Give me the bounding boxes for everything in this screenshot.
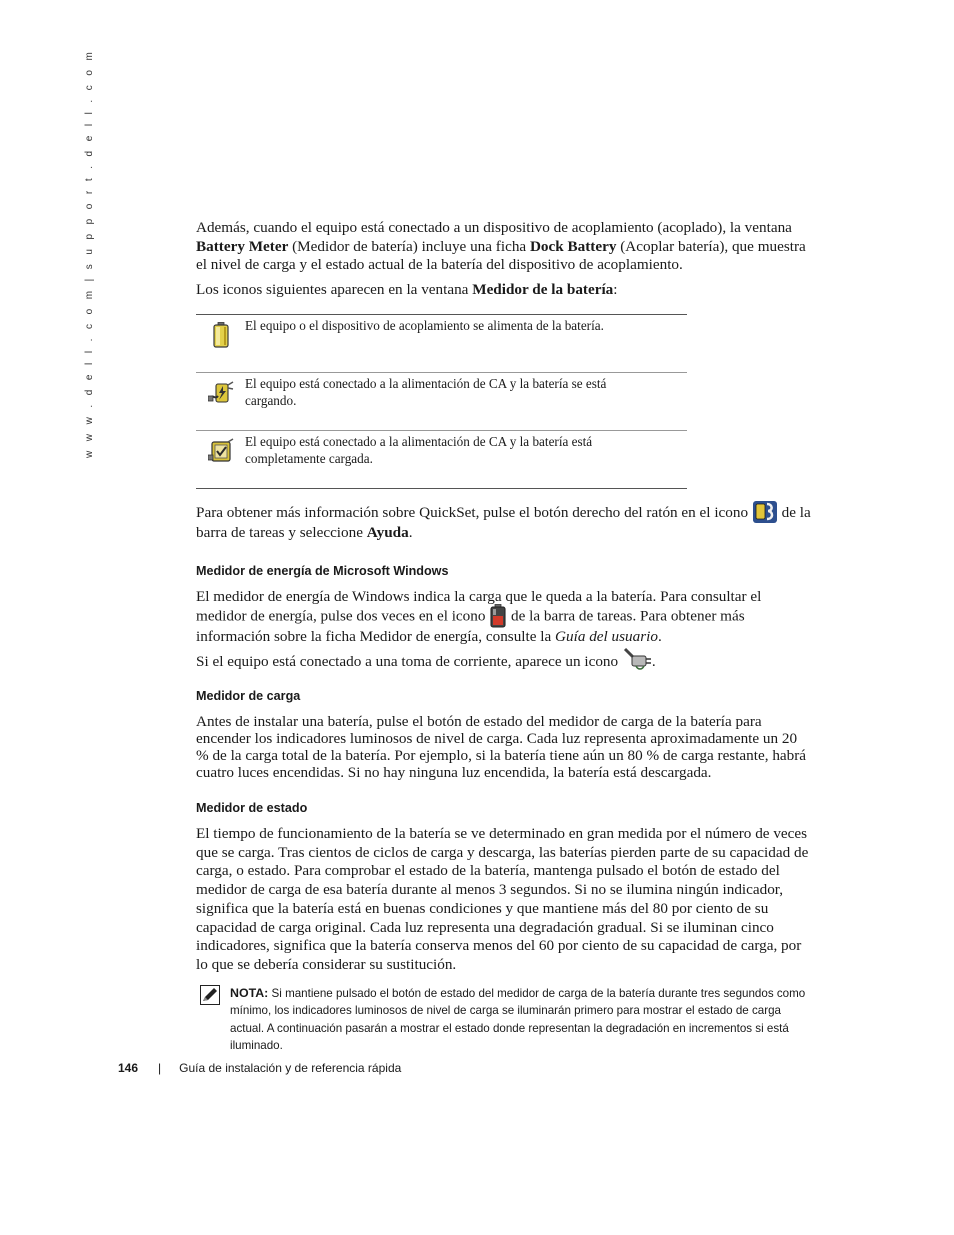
- quickset-icon: [752, 500, 778, 524]
- section3-paragraph: El tiempo de funcionamiento de la batería se ve determinado en gran medida por el número de veces que se carga. Tras cientos de ciclos de carga y descarga, las baterías pierden parte de su capacidad de carga, o estado. Para comprobar el estado de la batería, mantenga pulsado el botón de estado del medidor de carga de esa batería durante al menos 3 segundos. Si no se ilumina ningún indicador, significa que la batería está en buenas condiciones y que mantiene más del 80 por ciento de su capacidad de carga original. Cada luz representa una degradación gradual. Si se iluminan cinco indicadores, significa que la batería conserva menos del 60 por ciento de su capacidad de carga, por lo que se debería considerar su sustitución.: [196, 825, 809, 973]
- power-meter-battery-icon: [489, 604, 507, 628]
- main-content: [196, 219, 812, 1055]
- section-heading-charge-meter: Medidor de carga: [196, 688, 301, 703]
- battery-icons-table: [196, 314, 687, 489]
- battery-charging-plug-icon: [208, 380, 234, 406]
- table-row: [196, 314, 687, 372]
- footer-separator: |: [158, 1061, 162, 1075]
- sidebar-url: [82, 48, 98, 458]
- note-box: [196, 985, 812, 1055]
- intro-paragraph-1: Además, cuando el equipo está conectado a un dispositivo de acoplamiento (acoplado), la ventana Battery Meter (Medidor de batería) incluye una ficha Dock Battery (Acoplar batería), que muestra el nivel de carga y el estado actual de la batería del dispositivo de acoplamiento.: [196, 219, 806, 274]
- battery-meter-term: Battery Meter: [196, 237, 289, 255]
- battery-meter-window-term: Medidor de la batería: [472, 281, 614, 299]
- page-footer: [118, 1061, 401, 1075]
- dock-battery-term: Dock Battery: [529, 237, 617, 255]
- ac-plug-icon: [622, 645, 652, 671]
- table-row: [196, 430, 687, 488]
- user-guide-title: Guía del usuario: [555, 628, 658, 646]
- section1-paragraph-2: Si el equipo está conectado a una toma de corriente, aparece un icono .: [196, 653, 812, 672]
- intro-paragraph-2: Los iconos siguientes aparecen en la ventana Medidor de la batería:: [196, 281, 618, 299]
- page-number: 146: [118, 1061, 139, 1075]
- sidebar-url-text: w w w . d e l l . c o m | s u p p o r t . d e l l . c o m: [84, 48, 95, 458]
- footer-title: Guía de instalación y de referencia rápida: [179, 1061, 402, 1075]
- section2-paragraph: Antes de instalar una batería, pulse el botón de estado del medidor de carga de la batería para encender los indicadores luminosos de nivel de carga. Cada luz representa aproximadamente un 20 % de la carga total de la batería. Por ejemplo, si la batería tiene aún un 80 % de carga restante, habrá cuatro luces encendidas. Si no hay ninguna luz encendida, la batería está descargada.: [196, 712, 807, 781]
- quickset-paragraph: Para obtener más información sobre QuickSet, pulse el botón derecho del ratón en el icono de la barra de tareas y seleccione Ayuda.: [196, 503, 812, 543]
- table-cell-text: El equipo está conectado a la alimentación de CA y la batería está completamente cargada.: [245, 430, 687, 488]
- note-text: NOTA: Si mantiene pulsado el botón de estado del medidor de carga de la batería durante tres segundos como mínimo, los indicadores luminosos de nivel de carga se iluminarán primero para mostrar el estado de carga actual. A continuación pasarán a mostrar el estado donde representan la degradación en incrementos si está iluminado.: [230, 985, 806, 1053]
- section-heading-health-meter: Medidor de estado: [196, 801, 308, 815]
- section-heading-windows-meter: Medidor de energía de Microsoft Windows: [196, 563, 449, 578]
- note-label: NOTA:: [230, 985, 269, 1000]
- battery-icon: [212, 322, 230, 348]
- table-cell-text: El equipo o el dispositivo de acoplamiento se alimenta de la batería.: [245, 317, 604, 333]
- note-pencil-icon: [200, 985, 220, 1005]
- help-term: Ayuda: [366, 523, 409, 541]
- section1-paragraph-1: El medidor de energía de Windows indica la carga que le queda a la batería. Para consultar el medidor de energía, pulse dos veces en el icono de la barra de tareas. Para obtener más información sobre la ficha Medidor de energía, consulte la Guía del usuario.: [196, 587, 762, 646]
- battery-charged-plug-icon: [208, 438, 234, 464]
- table-cell-text: El equipo está conectado a la alimentación de CA y la batería se está cargando.: [245, 372, 687, 430]
- table-row: [196, 372, 687, 430]
